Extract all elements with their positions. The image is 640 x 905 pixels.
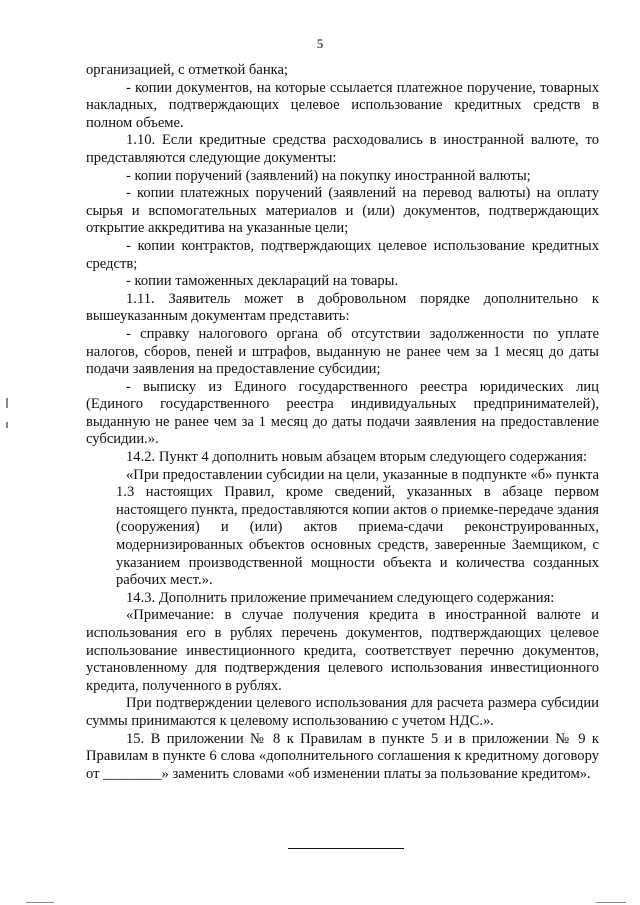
paragraph-quote-note-continued: При подтверждении целевого использования для расчета размера субсидии суммы принимаются к целевому использованию с учетом НДС.». xyxy=(86,695,599,729)
paragraph-list-item: - копии документов, на которые ссылается платежное поручение, товарных накладных, подтверждающих целевое использование кредитных средств в полном объеме. xyxy=(86,79,599,131)
scan-edge-mark xyxy=(26,902,54,903)
paragraph-list-item: - копии поручений (заявлений) на покупку иностранной валюты; xyxy=(126,167,531,184)
paragraph-list-item: - справку налогового органа об отсутствии задолженности по уплате налогов, сборов, пеней и штрафов, выданную не ранее чем за 1 месяц до даты подачи заявления на предоставление субсидии; xyxy=(86,325,599,378)
paragraph-clause-1-11: 1.11. Заявитель может в добровольном порядке дополнительно к вышеуказанным документам представить: xyxy=(86,290,599,325)
scan-edge-mark xyxy=(6,422,8,428)
scan-edge-mark xyxy=(596,902,626,903)
paragraph-list-item: - копии контрактов, подтверждающих целевое использование кредитных средств; xyxy=(86,237,599,272)
paragraph-clause-14-3: 14.3. Дополнить приложение примечанием следующего содержания: xyxy=(126,589,555,606)
paragraph-clause-14-2: 14.2. Пункт 4 дополнить новым абзацем вторым следующего содержания: xyxy=(126,449,588,466)
paragraph-quote: «При предоставлении субсидии на цели, указанные в подпункте «б» пункта 1.3 настоящих Правил, кроме сведений, указанных в абзаце первом настоящего пункта, предоставляются копии актов о приемке-передаче здания (сооружения) и (или) актов приема-сдачи реконструированных, модернизированных объектов основных средств, заверенные Заемщиком, с указанием производственной мощности объекта и количества созданных рабочих мест.». xyxy=(116,466,599,589)
paragraph-continuation: организацией, с отметкой банка; xyxy=(86,62,289,78)
paragraph-clause-1-10: 1.10. Если кредитные средства расходовались в иностранной валюте, то представляются следующие документы: xyxy=(86,132,599,166)
paragraph-list-item: - выписку из Единого государственного реестра юридических лиц (Единого государственного реестра индивидуальных предпринимателей), выданную не ранее чем за 1 месяц до даты подачи заявления на предоставление субсидии.». xyxy=(86,378,599,448)
closing-rule xyxy=(288,848,404,849)
paragraph-clause-15: 15. В приложении № 8 к Правилам в пункте 5 и в приложении № 9 к Правилам в пункте 6 слова «дополнительного соглашения к кредитному договору от ________» заменить словами «об изменении платы за пользование кредитом». xyxy=(86,730,599,782)
paragraph-list-item: - копии платежных поручений (заявлений на перевод валюты) на оплату сырья и вспомогательных материалов и (или) документов, подтверждающих открытие аккредитива на указанные цели; xyxy=(86,185,599,237)
paragraph-list-item: - копии таможенных деклараций на товары. xyxy=(126,273,399,290)
document-body xyxy=(86,62,599,783)
scan-edge-mark xyxy=(6,398,8,408)
page-number: 5 xyxy=(316,36,324,51)
paragraph-quote-note: «Примечание: в случае получения кредита в иностранной валюте и использования его в рублях перечень документов, подтверждающих целевое использование инвестиционного кредита, соответствует перечню документов, установленному для подтверждения целевого использования инвестиционного кредита, полученного в рублях. xyxy=(86,607,599,694)
